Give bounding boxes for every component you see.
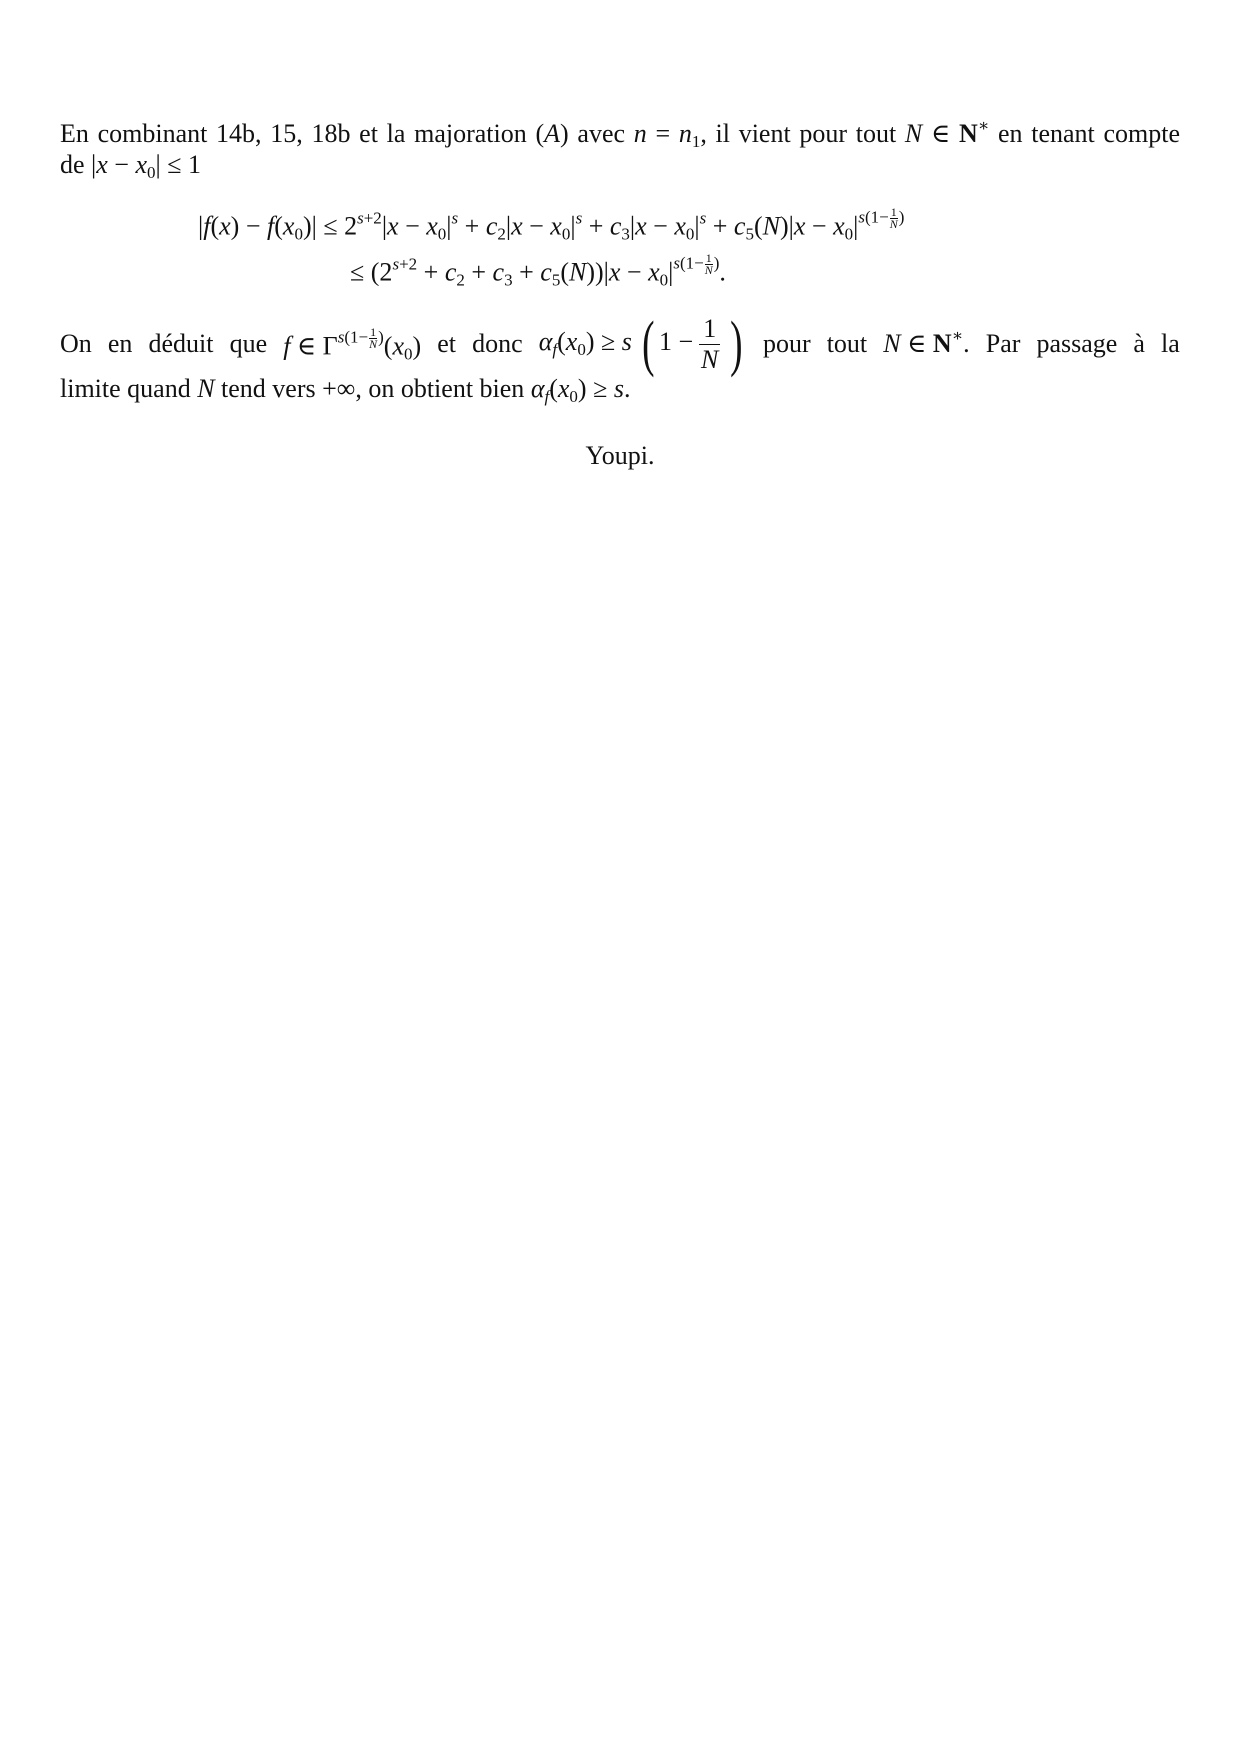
equation-line-2: ≤ $(2^{s+2} + c_2 + c_3 + c_5(N))|x - x_0|s(1-$ $\frac{1}{N}$ ). [350, 251, 726, 290]
paragraph-conclusion-line-2: limite quand N tend vers +∞, on obtient bien $\alpha_f(x_0) \ge s$. [60, 374, 631, 406]
paragraph-intro [60, 118, 1180, 180]
equation-line-1: $|f(x) - f(x_0)| \le 2^{s+2}|x - x_0|^s + c_2|x - x_0|^s + c_3|x - x_0|^s + c_5(N)|x - x_0|s(1-$ $\frac{1}{N}$ ) [198, 205, 905, 244]
paragraph-intro-line-2: de $|x - x_0| \le 1$ [60, 150, 201, 182]
closing-remark: Youpi. [585, 441, 655, 470]
paragraph-conclusion-line-1: On en déduit que f ∈ Γs(1− $\frac{1}{N}$ )$(x_0)$ et donc $\alpha_f(x_0) \ge s$ ( 1 − $\frac{1}{N}$ ) pour tout N ∈ N∗. Par passage à la [60, 310, 1180, 378]
paragraph-conclusion [60, 310, 1180, 378]
paragraph-intro-line-1: En combinant 14b, 15, 18b et la majoration (A) avec $n = n_1$, il vient pour tout N ∈ N∗ en tenant compte [60, 116, 1181, 151]
